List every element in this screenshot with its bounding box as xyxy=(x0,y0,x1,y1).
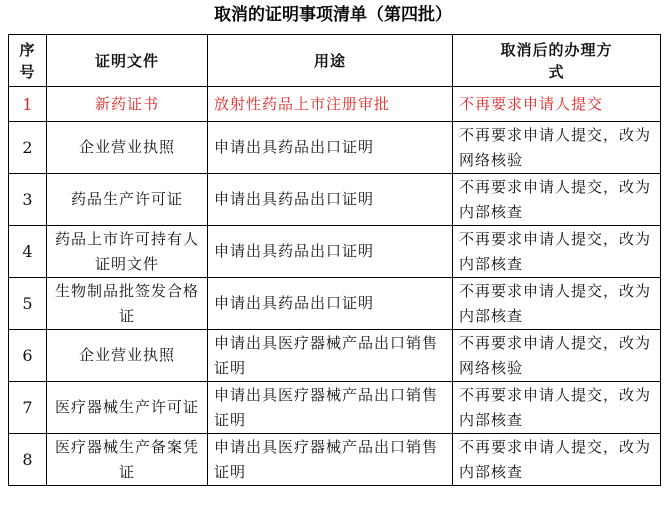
row-number: 5 xyxy=(9,278,47,330)
row-number: 4 xyxy=(9,226,47,278)
row-document: 企业营业执照 xyxy=(47,330,208,382)
row-method: 不再要求申请人提交，改为内部核查 xyxy=(453,226,661,278)
header-seq: 序号 xyxy=(9,35,47,87)
row-use: 申请出具医疗器械产品出口销售证明 xyxy=(208,434,453,486)
row-document: 药品上市许可持有人证明文件 xyxy=(47,226,208,278)
table-row xyxy=(9,122,661,174)
row-document: 生物制品批签发合格证 xyxy=(47,278,208,330)
table-row xyxy=(9,278,661,330)
row-use: 申请出具药品出口证明 xyxy=(208,174,453,226)
row-number: 1 xyxy=(9,87,47,122)
row-method: 不再要求申请人提交，改为内部核查 xyxy=(453,278,661,330)
header-row xyxy=(9,35,661,87)
header-doc: 证明文件 xyxy=(47,35,208,87)
row-use: 申请出具医疗器械产品出口销售证明 xyxy=(208,330,453,382)
row-document: 医疗器械生产备案凭证 xyxy=(47,434,208,486)
row-method: 不再要求申请人提交，改为内部核查 xyxy=(453,174,661,226)
row-method: 不再要求申请人提交，改为网络核验 xyxy=(453,330,661,382)
table-title: 取消的证明事项清单（第四批） xyxy=(214,5,452,25)
table-row xyxy=(9,226,661,278)
table-row xyxy=(9,330,661,382)
table-row xyxy=(9,87,661,122)
row-use: 申请出具药品出口证明 xyxy=(208,278,453,330)
row-use: 申请出具药品出口证明 xyxy=(208,226,453,278)
row-use: 申请出具药品出口证明 xyxy=(208,122,453,174)
row-use: 申请出具医疗器械产品出口销售证明 xyxy=(208,382,453,434)
row-method: 不再要求申请人提交 xyxy=(453,87,661,122)
row-number: 2 xyxy=(9,122,47,174)
header-method: 取消后的办理方式 xyxy=(453,35,661,87)
row-number: 8 xyxy=(9,434,47,486)
row-number: 3 xyxy=(9,174,47,226)
table-row xyxy=(9,174,661,226)
table-row xyxy=(9,382,661,434)
row-method: 不再要求申请人提交，改为网络核验 xyxy=(453,122,661,174)
table-row xyxy=(9,434,661,486)
row-document: 企业营业执照 xyxy=(47,122,208,174)
row-document: 新药证书 xyxy=(47,87,208,122)
row-document: 药品生产许可证 xyxy=(47,174,208,226)
row-method: 不再要求申请人提交，改为内部核查 xyxy=(453,382,661,434)
row-method: 不再要求申请人提交，改为内部核查 xyxy=(453,434,661,486)
row-document: 医疗器械生产许可证 xyxy=(47,382,208,434)
certificate-table xyxy=(8,34,661,486)
row-number: 6 xyxy=(9,330,47,382)
row-number: 7 xyxy=(9,382,47,434)
header-use: 用途 xyxy=(208,35,453,87)
row-use: 放射性药品上市注册审批 xyxy=(208,87,453,122)
